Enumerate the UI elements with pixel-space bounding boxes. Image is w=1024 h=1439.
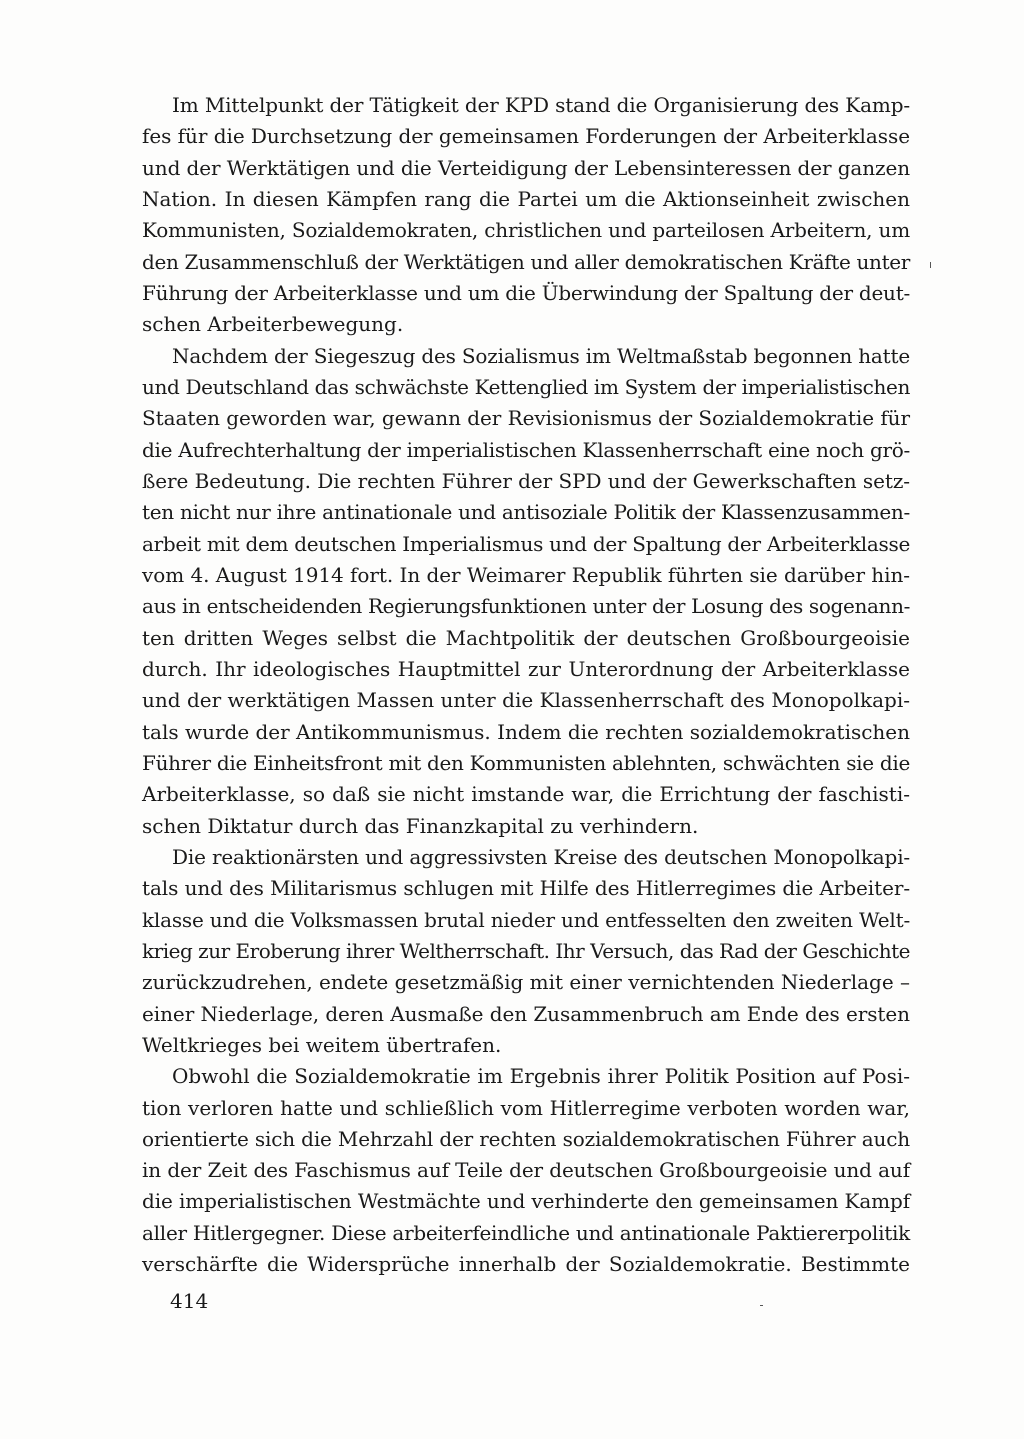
text-line: einer Niederlage, deren Ausmaße den Zusammenbruch am Ende des ersten: [142, 1001, 910, 1026]
page-number: 414: [170, 1289, 209, 1313]
text-line: Arbeiterklasse, so daß sie nicht imstande war, die Errichtung der faschisti-: [142, 782, 910, 807]
text-line: und der werktätigen Massen unter die Klassenherrschaft des Monopolkapi-: [142, 688, 910, 713]
text-line: zurückzudrehen, endete gesetzmäßig mit einer vernichtenden Niederlage –: [142, 970, 911, 995]
scan-speck: [760, 1305, 763, 1306]
text-line: arbeit mit dem deutschen Imperialismus und der Spaltung der Arbeiterklasse: [142, 531, 911, 556]
text-line: und Deutschland das schwächste Kettenglied im System der imperialistischen: [142, 374, 910, 399]
body-text: [142, 90, 910, 1280]
text-line: und der Werktätigen und die Verteidigung der Lebensinteressen der ganzen: [142, 155, 910, 180]
text-line: ten nicht nur ihre antinationale und antisoziale Politik der Klassenzusammen-: [142, 500, 910, 525]
paragraph: [142, 341, 910, 842]
text-line: aller Hitlergegner. Diese arbeiterfeindliche und antinationale Paktiererpolitik: [142, 1220, 910, 1245]
text-line: Nachdem der Siegeszug des Sozialismus im Weltmaßstab begonnen hatte: [172, 343, 911, 368]
text-line: durch. Ihr ideologisches Hauptmittel zur Unterordnung der Arbeiterklasse: [142, 656, 910, 681]
text-line: Die reaktionärsten und aggressivsten Kreise des deutschen Monopolkapi-: [172, 844, 911, 869]
text-line: in der Zeit des Faschismus auf Teile der deutschen Großbourgeoisie und auf: [142, 1158, 910, 1183]
text-line: Führer die Einheitsfront mit den Kommunisten ablehnten, schwächten sie die: [142, 750, 910, 775]
text-line: aus in entscheidenden Regierungsfunktionen unter der Losung des sogenann-: [142, 594, 910, 619]
text-line: fes für die Durchsetzung der gemeinsamen Forderungen der Arbeiterklasse: [142, 124, 910, 149]
text-line: schen Arbeiterbewegung.: [142, 312, 404, 337]
scan-speck: [930, 262, 931, 268]
text-line: Staaten geworden war, gewann der Revisionismus der Sozialdemokratie für: [142, 406, 911, 431]
text-line: vom 4. August 1914 fort. In der Weimarer Republik führten sie darüber hin-: [142, 562, 910, 587]
text-line: Kommunisten, Sozialdemokraten, christlichen und parteilosen Arbeitern, um: [142, 218, 911, 243]
paragraph: [142, 1061, 910, 1280]
text-line: Obwohl die Sozialdemokratie im Ergebnis ihrer Politik Position auf Posi-: [172, 1064, 910, 1089]
text-line: krieg zur Eroberung ihrer Weltherrschaft. Ihr Versuch, das Rad der Geschichte: [142, 938, 911, 963]
text-line: schen Diktatur durch das Finanzkapital zu verhindern.: [142, 813, 699, 838]
text-line: tals wurde der Antikommunismus. Indem die rechten sozialdemokratischen: [142, 719, 911, 744]
text-line: die imperialistischen Westmächte und verhinderte den gemeinsamen Kampf: [142, 1189, 911, 1214]
text-line: Weltkrieges bei weitem übertrafen.: [142, 1032, 502, 1057]
text-line: Im Mittelpunkt der Tätigkeit der KPD stand die Organisierung des Kamp-: [172, 93, 910, 117]
text-line: ten dritten Weges selbst die Machtpolitik der deutschen Großbourgeoisie: [142, 625, 910, 650]
text-line: Nation. In diesen Kämpfen rang die Partei um die Aktionseinheit zwischen: [142, 186, 910, 211]
text-line: den Zusammenschluß der Werktätigen und aller demokratischen Kräfte unter: [142, 249, 911, 274]
text-line: die Aufrechterhaltung der imperialistischen Klassenherrschaft eine noch grö-: [142, 437, 911, 462]
text-line: orientierte sich die Mehrzahl der rechten sozialdemokratischen Führer auch: [142, 1126, 910, 1151]
paragraph: [142, 842, 910, 1061]
text-line: tion verloren hatte und schließlich vom Hitlerregime verboten worden war,: [142, 1095, 910, 1120]
paragraph: [142, 90, 910, 341]
text-line: Führung der Arbeiterklasse und um die Überwindung der Spaltung der deut-: [142, 280, 911, 305]
text-line: verschärfte die Widersprüche innerhalb der Sozialdemokratie. Bestimmte: [142, 1252, 910, 1277]
text-line: tals und des Militarismus schlugen mit Hilfe des Hitlerregimes die Arbeiter-: [142, 876, 910, 901]
text-line: klasse und die Volksmassen brutal nieder und entfesselten den zweiten Welt-: [142, 907, 911, 932]
text-line: ßere Bedeutung. Die rechten Führer der SPD und der Gewerkschaften setz-: [142, 468, 910, 493]
